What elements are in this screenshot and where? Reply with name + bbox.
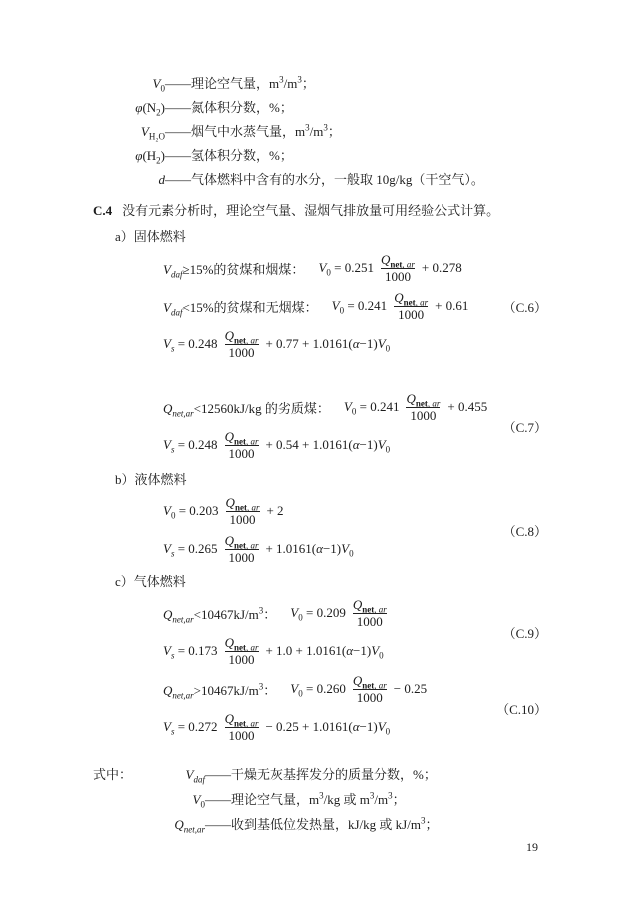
equation-block-c10 [163, 670, 547, 746]
equation-tail: + $1.0161(\alpha-1)V_0$ [265, 541, 354, 559]
definition-text: ——理论空气量，$m^3/kg$ 或 $m^3/m^3$； [205, 790, 406, 807]
equation-block-c7 [163, 388, 547, 464]
fraction-numerator: $Q_{net, ar}$ [224, 327, 259, 346]
equation-lhs: $V_s = 0.248$ [163, 437, 218, 455]
fraction [349, 598, 391, 628]
equation-condition: $V_{daf}\ge 15\%$的贫煤和烟煤： [163, 261, 305, 280]
equation-row [163, 594, 394, 632]
fraction [390, 291, 432, 321]
definition-term: d [158, 172, 165, 187]
equation-block-c6 [163, 249, 547, 363]
definition-row [93, 144, 547, 168]
fraction-numerator: $Q_{net, ar}$ [352, 672, 387, 691]
fraction-numerator: $Q_{net, ar}$ [224, 634, 259, 653]
equation-tail: + 0.278 [421, 260, 462, 275]
fraction-denominator: 1000 [381, 268, 415, 284]
item-a-solid-fuel: a）固体燃料 [115, 229, 186, 244]
equation-block-c9 [163, 594, 547, 670]
symbol-definitions-top [93, 72, 547, 192]
equation-tail: + $0.54 + 1.0161(\alpha-1)V_0$ [265, 437, 391, 455]
definition-term: $V_0$ [152, 76, 165, 94]
definition-text: ——烟气中水蒸气量，$m^3/m^3$； [165, 122, 341, 139]
fraction-numerator: $Q_{net, ar}$ [380, 251, 415, 270]
equation-condition: $Q_{net,ar}>10467kJ/m^3$： [163, 681, 277, 701]
equation-lhs: $V_s = 0.173$ [163, 643, 218, 661]
equation-row [163, 708, 427, 746]
equation-tail: − 0.25 [393, 681, 428, 696]
fraction-denominator: 1000 [226, 511, 260, 527]
definition-text: ——收到基低位发热量，kJ/kg 或 $kJ/m^3$； [205, 815, 439, 832]
fraction [402, 392, 444, 422]
equation-lhs: $V_0 = 0.241$ [331, 298, 388, 316]
equation-lhs: $V_s = 0.265$ [163, 541, 218, 559]
fraction-denominator: 1000 [225, 727, 259, 743]
equation-condition: $Q_{net,ar}<10467kJ/m^3$： [163, 605, 277, 625]
definition-row [93, 72, 547, 96]
definition-term: $\varphi(H_2)$ [135, 148, 165, 166]
item-b-liquid-fuel: b）液体燃料 [115, 472, 187, 487]
equation-tail: + 0.61 [435, 298, 469, 313]
page-number: 19 [526, 840, 538, 854]
equation-lhs: $V_0 = 0.203$ [163, 503, 219, 521]
equation-row [163, 492, 354, 530]
fraction [221, 636, 263, 666]
definition-row [93, 762, 547, 787]
equation-condition: $V_{daf}<15\%$的贫煤和无烟煤： [163, 299, 318, 318]
fraction-denominator: 1000 [406, 407, 440, 423]
equation-row [163, 670, 427, 708]
fraction-denominator: 1000 [353, 613, 387, 629]
fraction-denominator: 1000 [225, 445, 259, 461]
clause-text: 没有元素分析时，理论空气量、湿烟气排放量可用经验公式计算。 [122, 203, 500, 218]
equation-lhs: $V_0 = 0.209$ [290, 605, 346, 623]
fraction-numerator: $Q_{net, ar}$ [224, 428, 259, 447]
item-c-gas-fuel: c）气体燃料 [115, 574, 186, 589]
where-label: 式中： [93, 767, 133, 782]
fraction [221, 712, 263, 742]
clause-number: C.4 [93, 203, 113, 218]
fraction-denominator: 1000 [225, 344, 259, 360]
definition-row [93, 96, 547, 120]
fraction-numerator: $Q_{net, ar}$ [394, 289, 429, 308]
definition-term: $V_0$ [192, 792, 205, 810]
symbol-definitions-bottom [93, 762, 547, 837]
equation-row [163, 426, 487, 464]
equation-lhs: $V_s = 0.248$ [163, 336, 218, 354]
definition-row [93, 812, 547, 837]
equation-number-c9: （C.9） [502, 625, 547, 641]
equation-row [163, 632, 394, 670]
definition-row [93, 120, 547, 144]
definition-row [93, 787, 547, 812]
definition-text: ——干燥无灰基挥发分的质量分数，%； [205, 767, 437, 782]
fraction [221, 534, 263, 564]
equation-tail: + $1.0 + 1.0161(\alpha-1)V_0$ [265, 643, 384, 661]
equation-tail: + $0.77 + 1.0161(\alpha-1)V_0$ [265, 336, 391, 354]
equation-lhs: $V_s = 0.272$ [163, 719, 218, 737]
equation-condition: $Q_{net,ar}<12560kJ/kg$ 的劣质煤： [163, 400, 330, 419]
definition-text: ——理论空气量，$m^3/m^3$； [165, 74, 315, 91]
definition-term: $V_{daf}$ [185, 767, 205, 785]
fraction-denominator: 1000 [394, 306, 428, 322]
equation-number-c8: （C.8） [502, 523, 547, 539]
fraction-denominator: 1000 [225, 549, 259, 565]
equation-row [163, 388, 487, 426]
equation-lhs: $V_0 = 0.251$ [318, 260, 374, 278]
definition-term: $Q_{net,ar}$ [174, 817, 205, 835]
definition-text: ——氢体积分数，%； [165, 148, 293, 163]
equation-row [163, 249, 468, 287]
equation-row [163, 530, 354, 568]
equation-lhs: $V_0 = 0.260$ [290, 681, 346, 699]
equation-tail: − $0.25 + 1.0161(\alpha-1)V_0$ [265, 719, 391, 737]
fraction [349, 674, 391, 704]
definition-row [93, 168, 547, 192]
equation-number-c7: （C.7） [502, 419, 547, 435]
fraction [221, 430, 263, 460]
fraction [377, 253, 419, 283]
definition-text: ——氮体积分数，%； [165, 100, 293, 115]
equation-lhs: $V_0 = 0.241$ [343, 399, 400, 417]
fraction-numerator: $Q_{net, ar}$ [352, 596, 387, 615]
fraction-denominator: 1000 [353, 689, 387, 705]
definition-text: ——气体燃料中含有的水分，一般取 10g/kg（干空气）。 [165, 172, 484, 187]
equation-tail: + 2 [266, 503, 284, 518]
equation-row [163, 287, 468, 325]
fraction-denominator: 1000 [225, 651, 259, 667]
fraction [221, 329, 263, 359]
fraction-numerator: $Q_{net, ar}$ [224, 532, 259, 551]
fraction-numerator: $Q_{net, ar}$ [406, 390, 441, 409]
equation-number-c6: （C.6） [502, 299, 547, 315]
fraction-numerator: $Q_{net, ar}$ [225, 494, 260, 513]
definition-term: $\varphi(N_2)$ [135, 100, 165, 118]
equation-number-c10: （C.10） [496, 701, 547, 717]
clause-c4 [93, 199, 547, 223]
fraction [222, 496, 264, 526]
equation-block-c8 [163, 492, 547, 568]
definition-term: $V_{H_2O}$ [140, 124, 165, 142]
equation-row [163, 325, 468, 363]
fraction-numerator: $Q_{net, ar}$ [224, 710, 259, 729]
equation-tail: + 0.455 [447, 399, 488, 414]
